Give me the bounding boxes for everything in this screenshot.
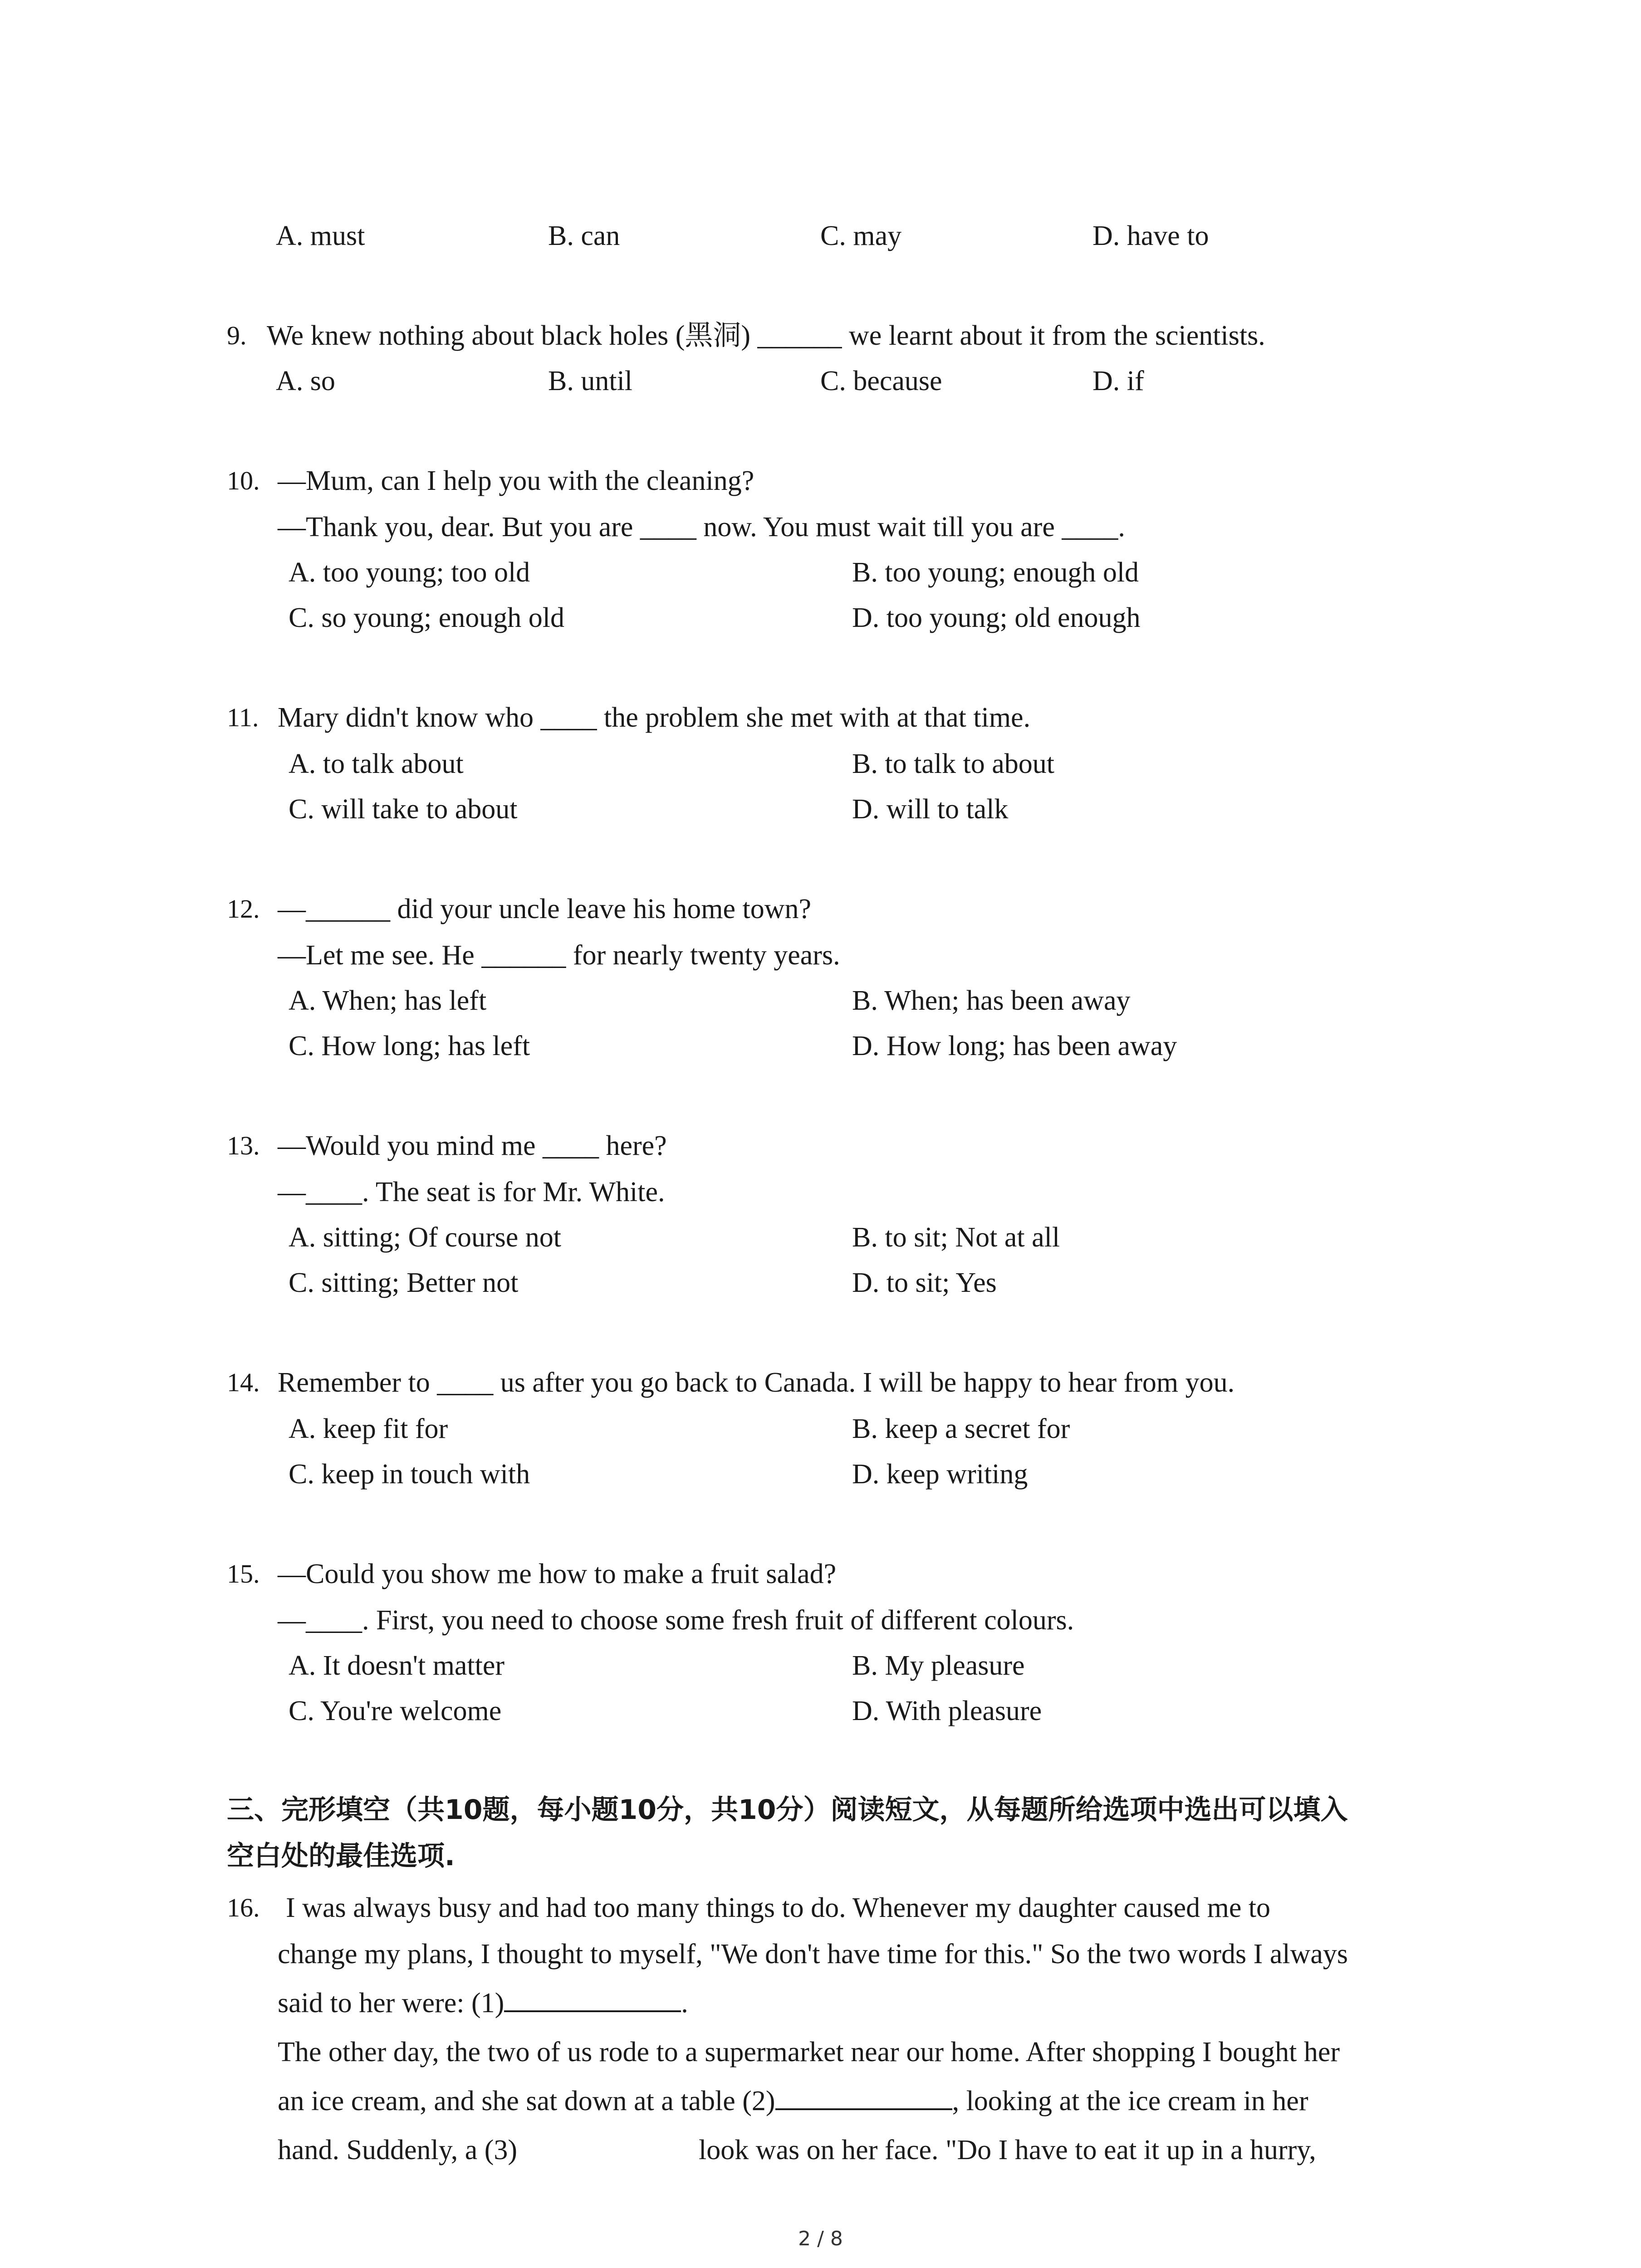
q11-number: 11. [227, 703, 259, 732]
q8-option-c: C. may [820, 220, 902, 251]
page-number: 2 / 8 [798, 2227, 843, 2250]
q9-option-c: C. because [820, 366, 942, 396]
q14-option-c: C. keep in touch with [289, 1459, 530, 1490]
q10-option-a: A. too young; too old [289, 557, 530, 588]
q12-line-2: —Let me see. He ______ for nearly twenty years. [278, 940, 840, 971]
q14-number: 14. [227, 1368, 260, 1397]
blank-2[interactable] [775, 2083, 952, 2110]
q16-number: 16. [227, 1893, 260, 1922]
q13-option-b: B. to sit; Not at all [852, 1222, 1060, 1253]
q15-number: 15. [227, 1559, 260, 1589]
q14-option-b: B. keep a secret for [852, 1413, 1070, 1444]
q11-option-a: A. to talk about [289, 748, 464, 779]
q10-number: 10. [227, 466, 260, 495]
q16-passage-line-5-text: an ice cream, and she sat down at a table (2) [278, 2086, 775, 2116]
q14-stem: Remember to ____ us after you go back to Canada. I will be happy to hear from you. [278, 1367, 1235, 1398]
q8-option-a: A. must [276, 220, 365, 251]
q16-passage-line-3-text: said to her were: (1) [278, 1988, 505, 2019]
q16-passage-line-3 [278, 1985, 688, 2021]
q16-passage-line-6 [278, 2132, 1316, 2168]
q11-stem: Mary didn't know who ____ the problem she met with at that time. [278, 702, 1031, 733]
q15-option-c: C. You're welcome [289, 1696, 502, 1726]
q12-option-d: D. How long; has been away [852, 1031, 1177, 1061]
q10-line-2: —Thank you, dear. But you are ____ now. You must wait till you are ____. [278, 512, 1125, 543]
q13-line-1: —Would you mind me ____ here? [278, 1130, 667, 1161]
q16-passage-line-4: The other day, the two of us rode to a supermarket near our home. After shopping I bought her [278, 2037, 1340, 2068]
q8-option-d: D. have to [1092, 220, 1209, 251]
q10-option-c: C. so young; enough old [289, 602, 564, 633]
blank-1[interactable] [504, 1985, 681, 2012]
q16-passage-line-6-end: look was on her face. "Do I have to eat it up in a hurry, [699, 2135, 1316, 2165]
q11-option-c: C. will take to about [289, 794, 518, 825]
q13-line-2: —____. The seat is for Mr. White. [278, 1177, 665, 1207]
q15-option-b: B. My pleasure [852, 1650, 1025, 1681]
q16-passage-line-5-end: , looking at the ice cream in her [952, 2086, 1308, 2116]
q9-stem: We knew nothing about black holes (黑洞) ______ we learnt about it from the scientists. [267, 320, 1265, 351]
q10-option-b: B. too young; enough old [852, 557, 1139, 588]
q10-line-1: —Mum, can I help you with the cleaning? [278, 465, 754, 496]
q16-passage-line-5 [278, 2083, 1308, 2119]
q9-number: 9. [227, 321, 247, 350]
q15-line-1: —Could you show me how to make a fruit salad? [278, 1559, 837, 1589]
q12-number: 12. [227, 894, 260, 924]
q9-option-d: D. if [1092, 366, 1144, 396]
q15-line-2: —____. First, you need to choose some fresh fruit of different colours. [278, 1605, 1074, 1636]
q14-option-d: D. keep writing [852, 1459, 1028, 1490]
section-3-heading-line-1: 三、完形填空（共10题，每小题10分，共10分）阅读短文，从每题所给选项中选出可以填入 [227, 1794, 1348, 1826]
q12-option-c: C. How long; has left [289, 1031, 530, 1061]
q13-option-d: D. to sit; Yes [852, 1267, 997, 1298]
section-3-heading-line-2: 空白处的最佳选项. [227, 1840, 455, 1872]
q15-option-a: A. It doesn't matter [289, 1650, 505, 1681]
q10-option-d: D. too young; old enough [852, 602, 1141, 633]
q16-passage-line-6-text: hand. Suddenly, a (3) [278, 2135, 518, 2165]
q16-passage-line-1: I was always busy and had too many things to do. Whenever my daughter caused me to [286, 1892, 1271, 1923]
q13-option-a: A. sitting; Of course not [289, 1222, 561, 1253]
q8-option-b: B. can [548, 220, 620, 251]
q9-option-b: B. until [548, 366, 633, 396]
q16-passage-line-2: change my plans, I thought to myself, "We don't have time for this." So the two words I always [278, 1939, 1348, 1970]
q12-option-b: B. When; has been away [852, 985, 1131, 1016]
q13-number: 13. [227, 1131, 260, 1160]
q9-option-a: A. so [276, 366, 335, 396]
q11-option-d: D. will to talk [852, 794, 1009, 825]
q13-option-c: C. sitting; Better not [289, 1267, 519, 1298]
q15-option-d: D. With pleasure [852, 1696, 1042, 1726]
q11-option-b: B. to talk to about [852, 748, 1055, 779]
q12-option-a: A. When; has left [289, 985, 487, 1016]
q16-passage-line-3-end: . [681, 1988, 688, 2019]
q14-option-a: A. keep fit for [289, 1413, 448, 1444]
q12-line-1: —______ did your uncle leave his home town? [278, 894, 812, 924]
